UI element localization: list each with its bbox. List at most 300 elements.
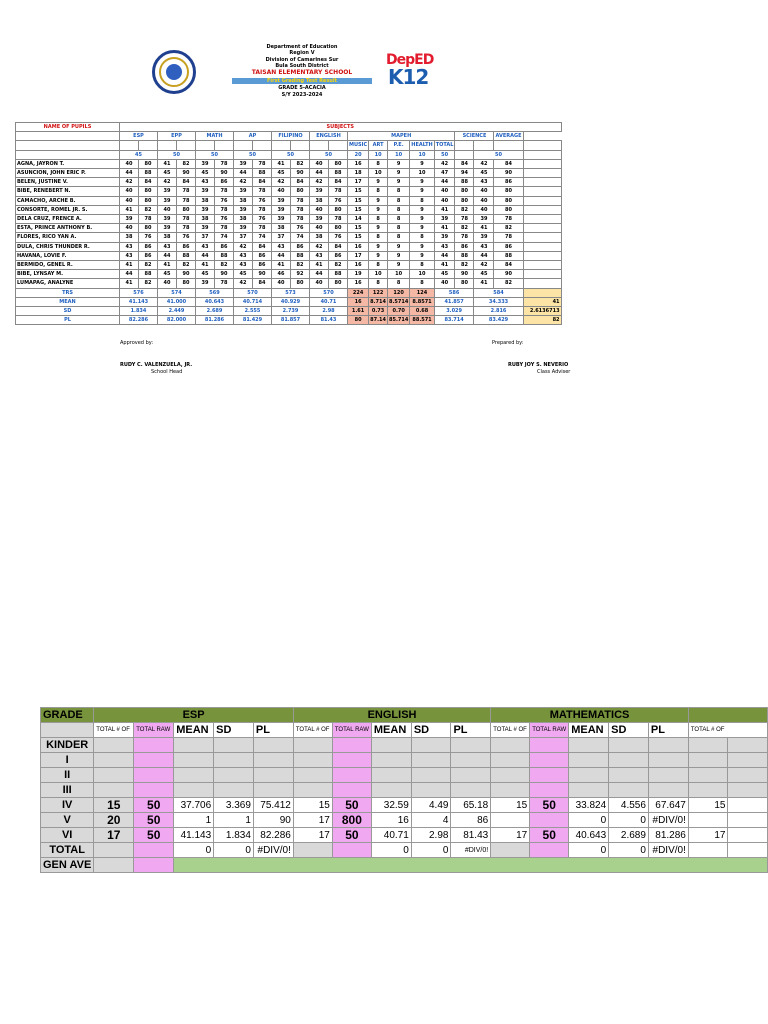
pl-cell [451, 738, 491, 753]
total-of-cell [293, 843, 332, 858]
trs-value: 576 [120, 288, 158, 297]
blank-cell [196, 141, 215, 150]
pupil-row [16, 215, 562, 224]
score-cell: 78 [455, 215, 474, 224]
pl-value: 81.857 [272, 316, 310, 325]
score-cell: 78 [177, 196, 196, 205]
score-cell: 41 [272, 159, 291, 168]
score-cell: 84 [139, 178, 158, 187]
pupil-name: FLORES, RICO YAN A. [16, 233, 120, 242]
blank-cell [16, 132, 120, 141]
items-row [16, 150, 562, 159]
score-cell: 80 [494, 187, 523, 196]
items-count: 10 [369, 150, 388, 159]
score-cell: 82 [329, 261, 348, 270]
school-name: TAISAN ELEMENTARY SCHOOL [251, 69, 353, 77]
trs-value: 570 [234, 288, 272, 297]
score-cell: 8 [410, 279, 434, 288]
grade-label: GEN AVE [41, 858, 94, 873]
grade-label: I [41, 753, 94, 768]
mapeh-sub-3: HEALTH [411, 142, 433, 149]
score-cell: 90 [455, 270, 474, 279]
score-cell: 86 [253, 251, 272, 260]
blank-cell [728, 738, 768, 753]
items-count: 50 [196, 150, 234, 159]
score-cell: 8 [388, 196, 410, 205]
grade-label: III [41, 783, 94, 798]
next-total-cell [688, 843, 728, 858]
score-cell: 41 [196, 261, 215, 270]
score-cell: 90 [177, 270, 196, 279]
score-cell: 82 [455, 261, 474, 270]
score-cell: 43 [120, 251, 139, 260]
score-cell: 82 [455, 205, 474, 214]
score-cell: 40 [310, 159, 329, 168]
subjects-header: SUBJECTS [120, 123, 562, 132]
pupil-row [16, 233, 562, 242]
blank-cell [329, 141, 348, 150]
grade-row [41, 828, 768, 843]
score-cell: 8 [369, 261, 388, 270]
score-cell: 9 [369, 205, 388, 214]
score-cell: 42 [158, 178, 177, 187]
total-of-header: TOTAL # OF [293, 723, 332, 738]
pl-value: 80 [348, 316, 369, 325]
total-raw-cell [134, 768, 174, 783]
score-cell: 39 [158, 224, 177, 233]
blank-cell [94, 858, 134, 873]
score-cell: 39 [158, 196, 177, 205]
score-cell: 8 [388, 279, 410, 288]
score-cell: 38 [272, 224, 291, 233]
total-of-cell [94, 738, 134, 753]
total-raw-cell: 50 [332, 828, 371, 843]
score-cell: 84 [177, 178, 196, 187]
mean-cell: 32.59 [371, 798, 411, 813]
trs-value: 122 [369, 288, 388, 297]
score-cell: 88 [177, 251, 196, 260]
blank-cell [728, 768, 768, 783]
score-cell: 44 [474, 251, 494, 260]
grade-row [41, 813, 768, 828]
score-cell: 78 [215, 187, 234, 196]
mean-value: 40.71 [310, 297, 348, 306]
score-cell: 88 [329, 169, 348, 178]
score-cell: 41 [310, 261, 329, 270]
score-cell: 78 [253, 205, 272, 214]
name-of-pupils-header: NAME OF PUPILS [16, 123, 120, 132]
mean-cell [569, 738, 609, 753]
total-raw-cell [134, 753, 174, 768]
score-cell: 40 [310, 279, 329, 288]
grade-label: II [41, 768, 94, 783]
total-of-cell: 17 [94, 828, 134, 843]
pl-value: 82.000 [158, 316, 196, 325]
total-raw-cell [134, 783, 174, 798]
score-cell: 9 [388, 159, 410, 168]
total-of-cell: 15 [94, 798, 134, 813]
score-cell: 39 [158, 187, 177, 196]
mapeh-sub-0: MUSIC [349, 142, 368, 149]
score-cell: 39 [474, 215, 494, 224]
sd-cell: 4.49 [411, 798, 451, 813]
score-cell: 78 [215, 224, 234, 233]
pl-value: 81.429 [234, 316, 272, 325]
pl-header: PL [648, 723, 688, 738]
score-cell: 41 [158, 159, 177, 168]
score-cell: 9 [388, 242, 410, 251]
score-cell: 16 [348, 261, 369, 270]
score-cell: 41 [474, 279, 494, 288]
blank-cell [728, 783, 768, 798]
score-cell: 38 [310, 196, 329, 205]
total-raw-cell [134, 843, 174, 858]
average-cell [523, 270, 561, 279]
score-cell: 38 [234, 196, 253, 205]
score-cell: 80 [455, 279, 474, 288]
score-cell: 80 [494, 196, 523, 205]
score-cell: 43 [234, 261, 253, 270]
score-cell: 8 [410, 261, 434, 270]
sd-value: 2.555 [234, 307, 272, 316]
average-cell [523, 215, 561, 224]
score-cell: 86 [329, 251, 348, 260]
score-cell: 76 [177, 233, 196, 242]
items-count: 50 [234, 150, 272, 159]
pl-value: 83.429 [474, 316, 523, 325]
pupil-row [16, 270, 562, 279]
pl-cell: 81.286 [648, 828, 688, 843]
score-cell: 39 [234, 159, 253, 168]
grade-row [41, 783, 768, 798]
score-cell: 82 [177, 261, 196, 270]
blank-cell [291, 141, 310, 150]
trs-value: 224 [348, 288, 369, 297]
score-cell: 17 [348, 178, 369, 187]
grade-row [41, 798, 768, 813]
mean-value: 8.5714 [389, 298, 409, 305]
score-cell: 39 [474, 233, 494, 242]
blank-cell [310, 141, 329, 150]
sd-cell: 0 [214, 843, 254, 858]
score-cell: 40 [120, 224, 139, 233]
score-cell: 45 [434, 270, 455, 279]
total-raw-cell [332, 783, 371, 798]
score-cell: 40 [272, 187, 291, 196]
total-of-cell [491, 783, 530, 798]
mean-value: 16 [348, 297, 369, 306]
pl-cell: 65.18 [451, 798, 491, 813]
score-cell: 78 [455, 233, 474, 242]
trs-value: 573 [272, 288, 310, 297]
pl-cell: 75.412 [253, 798, 293, 813]
score-cell: 78 [494, 233, 523, 242]
items-count: 50 [474, 150, 523, 159]
pl-cell [451, 753, 491, 768]
mean-value: 40.643 [196, 297, 234, 306]
sd-header: SD [411, 723, 451, 738]
pupil-row [16, 196, 562, 205]
score-cell: 8 [388, 233, 410, 242]
score-cell: 40 [434, 187, 455, 196]
items-count: 10 [388, 150, 410, 159]
header-row-1 [16, 123, 562, 132]
score-cell: 78 [177, 224, 196, 233]
total-raw-cell: 50 [530, 828, 569, 843]
sd-cell [214, 783, 254, 798]
mean-value: 40.929 [272, 297, 310, 306]
score-cell: 16 [348, 159, 369, 168]
next-total-cell [688, 783, 728, 798]
gen-ave-bar [174, 858, 768, 873]
score-cell: 43 [272, 242, 291, 251]
score-cell: 44 [234, 169, 253, 178]
score-cell: 43 [196, 242, 215, 251]
pl-row [16, 316, 562, 325]
pl-cell [648, 783, 688, 798]
pupil-name: HAVANA, LOVIE F. [16, 251, 120, 260]
score-cell: 8 [369, 279, 388, 288]
sd-cell [214, 753, 254, 768]
pl-cell [253, 768, 293, 783]
total-of-header: TOTAL # OF [94, 723, 134, 738]
total-raw-cell [332, 738, 371, 753]
grade-row [41, 753, 768, 768]
average-cell [523, 233, 561, 242]
score-cell: 78 [215, 159, 234, 168]
score-cell: 80 [177, 205, 196, 214]
sd-label: SD [16, 307, 120, 316]
score-cell: 16 [348, 279, 369, 288]
score-cell: 41 [434, 261, 455, 270]
score-cell: 74 [253, 233, 272, 242]
score-cell: 78 [215, 205, 234, 214]
score-cell: 44 [120, 270, 139, 279]
score-cell: 38 [196, 196, 215, 205]
score-cell: 76 [329, 233, 348, 242]
score-cell: 40 [158, 279, 177, 288]
sd-cell: 4 [411, 813, 451, 828]
pl-cell: 82.286 [253, 828, 293, 843]
items-count: 20 [348, 150, 369, 159]
next-total-cell [688, 813, 728, 828]
pupil-name: ESTA, PRINCE ANTHONY B. [16, 224, 120, 233]
pupil-name: AGNA, JAYRON T. [16, 159, 120, 168]
score-cell: 38 [196, 215, 215, 224]
grade-label: KINDER [41, 738, 94, 753]
score-cell: 44 [310, 169, 329, 178]
items-count: 50 [434, 150, 455, 159]
mean-header: MEAN [174, 723, 214, 738]
score-cell: 47 [434, 169, 455, 178]
pl-value: 88.571 [410, 316, 434, 325]
score-cell: 88 [291, 251, 310, 260]
score-cell: 82 [494, 279, 523, 288]
pl-cell: 86 [451, 813, 491, 828]
score-cell: 74 [215, 233, 234, 242]
next-total-header: TOTAL # OF [688, 723, 767, 738]
score-cell: 78 [291, 196, 310, 205]
sd-cell [609, 768, 649, 783]
trs-label: TRS [16, 288, 120, 297]
division-line: Division of Camarines Sur [265, 56, 339, 63]
sd-value: 3.029 [434, 307, 474, 316]
sd-value: 2.689 [196, 307, 234, 316]
report-header [0, 40, 768, 120]
average-cell [523, 251, 561, 260]
prepared-by-label: Prepared by: [492, 340, 524, 346]
mean-row [16, 297, 562, 306]
sd-cell: 0 [609, 843, 649, 858]
total-raw-cell [134, 738, 174, 753]
mean-cell: 37.706 [174, 798, 214, 813]
pl-cell [451, 783, 491, 798]
score-cell: 39 [234, 187, 253, 196]
score-cell: 9 [369, 251, 388, 260]
score-cell: 82 [215, 261, 234, 270]
blank-cell [120, 141, 139, 150]
next-total-cell [688, 768, 728, 783]
total-raw-cell [332, 768, 371, 783]
mean-value: 41.857 [434, 297, 474, 306]
score-cell: 40 [474, 196, 494, 205]
score-cell: 84 [494, 159, 523, 168]
total-raw-cell: 50 [134, 813, 174, 828]
total-of-cell [293, 768, 332, 783]
score-cell: 37 [196, 233, 215, 242]
score-cell: 9 [388, 178, 410, 187]
score-cell: 45 [158, 270, 177, 279]
score-cell: 86 [177, 242, 196, 251]
sd-cell: 2.689 [609, 828, 649, 843]
pl-label: PL [16, 316, 120, 325]
blank-cell [134, 858, 174, 873]
score-cell: 80 [329, 279, 348, 288]
next-subject-header [688, 708, 767, 723]
score-cell: 90 [215, 270, 234, 279]
score-cell: 76 [291, 224, 310, 233]
score-cell: 78 [494, 215, 523, 224]
score-cell: 40 [310, 205, 329, 214]
score-cell: 78 [177, 215, 196, 224]
mean-cell: 0 [371, 843, 411, 858]
sd-cell [609, 753, 649, 768]
score-cell: 82 [494, 224, 523, 233]
score-cell: 84 [253, 279, 272, 288]
sd-cell: 3.369 [214, 798, 254, 813]
mean-cell: 40.71 [371, 828, 411, 843]
mean-cell [569, 768, 609, 783]
score-cell: 76 [253, 215, 272, 224]
score-cell: 43 [474, 242, 494, 251]
items-count: 50 [158, 150, 196, 159]
score-cell: 40 [434, 279, 455, 288]
mean-value: 8.8571 [410, 297, 434, 306]
sd-cell: 4.556 [609, 798, 649, 813]
score-cell: 86 [215, 242, 234, 251]
score-cell: 40 [158, 205, 177, 214]
pupil-name: BELEN, JUSTINE V. [16, 178, 120, 187]
trs-value: 124 [410, 288, 434, 297]
average-cell [523, 187, 561, 196]
total-of-cell [491, 813, 530, 828]
score-cell: 80 [329, 159, 348, 168]
pl-cell [253, 783, 293, 798]
school-head-name: RUDY C. VALENZUELA, JR. [120, 362, 193, 368]
total-of-header: TOTAL # OF [491, 723, 530, 738]
score-cell: 39 [234, 205, 253, 214]
pl-value: 81.43 [310, 316, 348, 325]
mean-value: 40.714 [234, 297, 272, 306]
total-of-cell [491, 768, 530, 783]
score-cell: 88 [455, 178, 474, 187]
total-raw-header: TOTAL RAW [332, 723, 371, 738]
score-cell: 82 [139, 205, 158, 214]
score-cell: 10 [410, 169, 434, 178]
blank-cell [728, 813, 768, 828]
total-of-cell [94, 783, 134, 798]
grade-line: GRADE 5-ACACIA [278, 85, 326, 92]
pupil-name: DULA, CHRIS THUNDER R. [16, 242, 120, 251]
mean-header: MEAN [569, 723, 609, 738]
pupil-name: CONSORTE, ROMEL JR. S. [16, 205, 120, 214]
score-cell: 84 [494, 261, 523, 270]
score-cell: 40 [120, 187, 139, 196]
score-cell: 90 [291, 169, 310, 178]
score-cell: 10 [410, 270, 434, 279]
mean-cell [569, 753, 609, 768]
pupil-row [16, 178, 562, 187]
score-cell: 19 [348, 270, 369, 279]
sd-average: 2.6136713 [523, 307, 561, 316]
score-cell: 40 [474, 187, 494, 196]
score-cell: 76 [215, 196, 234, 205]
score-cell: 8 [410, 196, 434, 205]
score-cell: 39 [272, 196, 291, 205]
blank-cell [234, 141, 253, 150]
pl-average: 82 [523, 316, 561, 325]
pl-cell: 90 [253, 813, 293, 828]
blank-cell [474, 141, 494, 150]
pl-value: 81.286 [196, 316, 234, 325]
pupil-row [16, 279, 562, 288]
score-cell: 90 [494, 270, 523, 279]
score-cell: 80 [139, 196, 158, 205]
mapeh-sub-4: TOTAL [435, 142, 454, 149]
score-cell: 39 [310, 187, 329, 196]
mean-value: 8.714 [370, 298, 386, 305]
score-cell: 38 [120, 233, 139, 242]
total-of-cell [293, 753, 332, 768]
score-cell: 9 [410, 178, 434, 187]
pupil-row [16, 205, 562, 214]
score-cell: 8 [388, 215, 410, 224]
score-cell: 80 [455, 196, 474, 205]
mean-value: 41.143 [120, 297, 158, 306]
score-cell: 80 [139, 187, 158, 196]
score-cell: 41 [120, 205, 139, 214]
score-cell: 80 [455, 187, 474, 196]
pl-cell [648, 768, 688, 783]
sd-value: 2.98 [310, 307, 348, 316]
blank-cell [215, 141, 234, 150]
score-cell: 82 [177, 159, 196, 168]
score-cell: 39 [196, 159, 215, 168]
score-cell: 45 [272, 169, 291, 178]
score-cell: 78 [329, 187, 348, 196]
sd-value: 2.739 [272, 307, 310, 316]
score-cell: 45 [474, 270, 494, 279]
